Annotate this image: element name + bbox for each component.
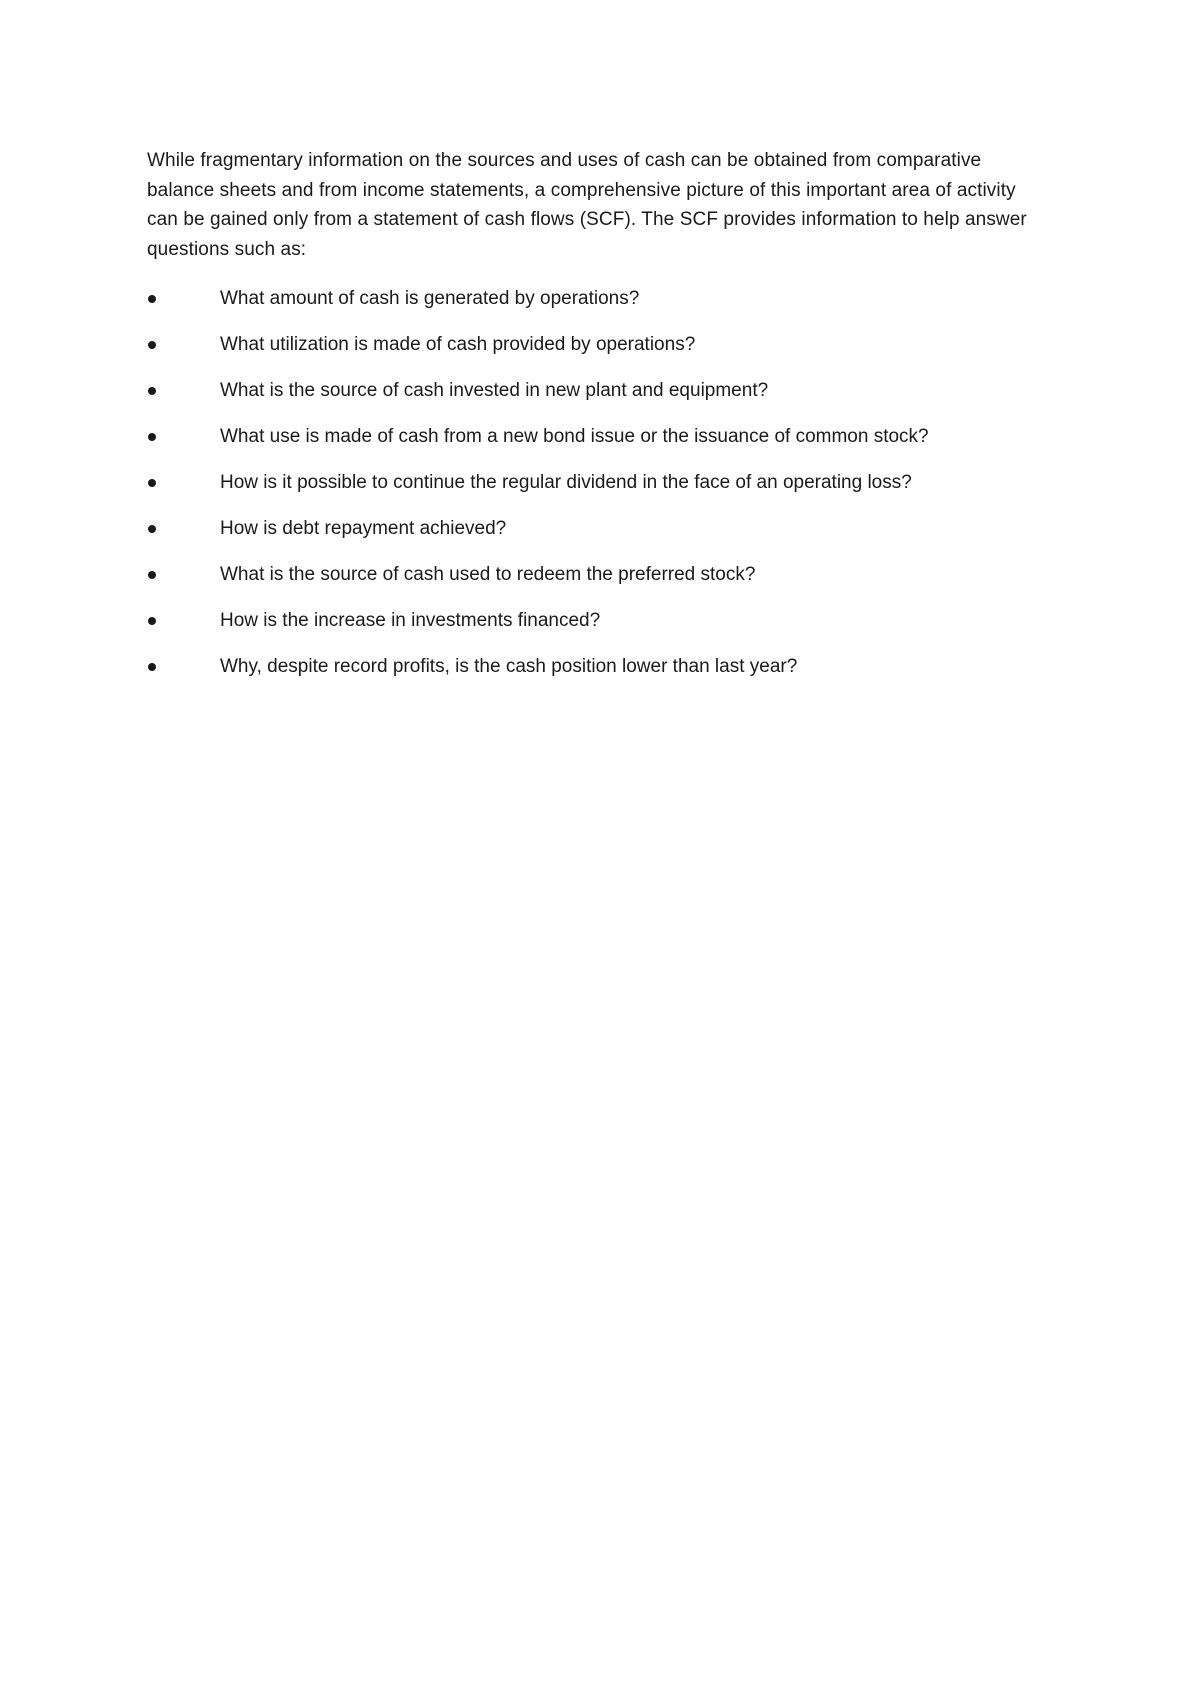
list-item [147, 460, 1047, 506]
bullet-icon [147, 341, 220, 349]
question-text: What use is made of cash from a new bond issue or the issuance of common stock? [220, 426, 929, 447]
bullet-icon [147, 525, 220, 533]
bullet-icon [147, 479, 220, 487]
list-item [147, 552, 1047, 598]
list-item [147, 368, 1047, 414]
intro-paragraph: While fragmentary information on the sources and uses of cash can be obtained from comparative balance sheets and from income statements, a comprehensive picture of this important area of activity can be gained only from a statement of cash flows (SCF). The SCF provides information to help answer questions such as: [147, 150, 1027, 260]
bullet-icon [147, 571, 220, 579]
question-text: What amount of cash is generated by operations? [220, 288, 640, 309]
question-text: Why, despite record profits, is the cash position lower than last year? [220, 656, 798, 677]
document-body [147, 146, 1047, 690]
question-text: What is the source of cash invested in new plant and equipment? [220, 380, 769, 401]
bullet-icon [147, 387, 220, 395]
bullet-icon [147, 433, 220, 441]
question-text: How is the increase in investments financed? [220, 610, 601, 631]
question-list [147, 276, 1047, 690]
bullet-icon [147, 295, 220, 303]
list-item [147, 276, 1047, 322]
list-item [147, 414, 1047, 460]
list-item [147, 598, 1047, 644]
question-text: What is the source of cash used to redeem the preferred stock? [220, 564, 756, 585]
bullet-icon [147, 663, 220, 671]
list-item [147, 322, 1047, 368]
question-text: How is debt repayment achieved? [220, 518, 507, 539]
list-item [147, 644, 1047, 690]
bullet-icon [147, 617, 220, 625]
list-item [147, 506, 1047, 552]
question-text: What utilization is made of cash provided by operations? [220, 334, 696, 355]
question-text: How is it possible to continue the regular dividend in the face of an operating loss? [220, 472, 912, 493]
